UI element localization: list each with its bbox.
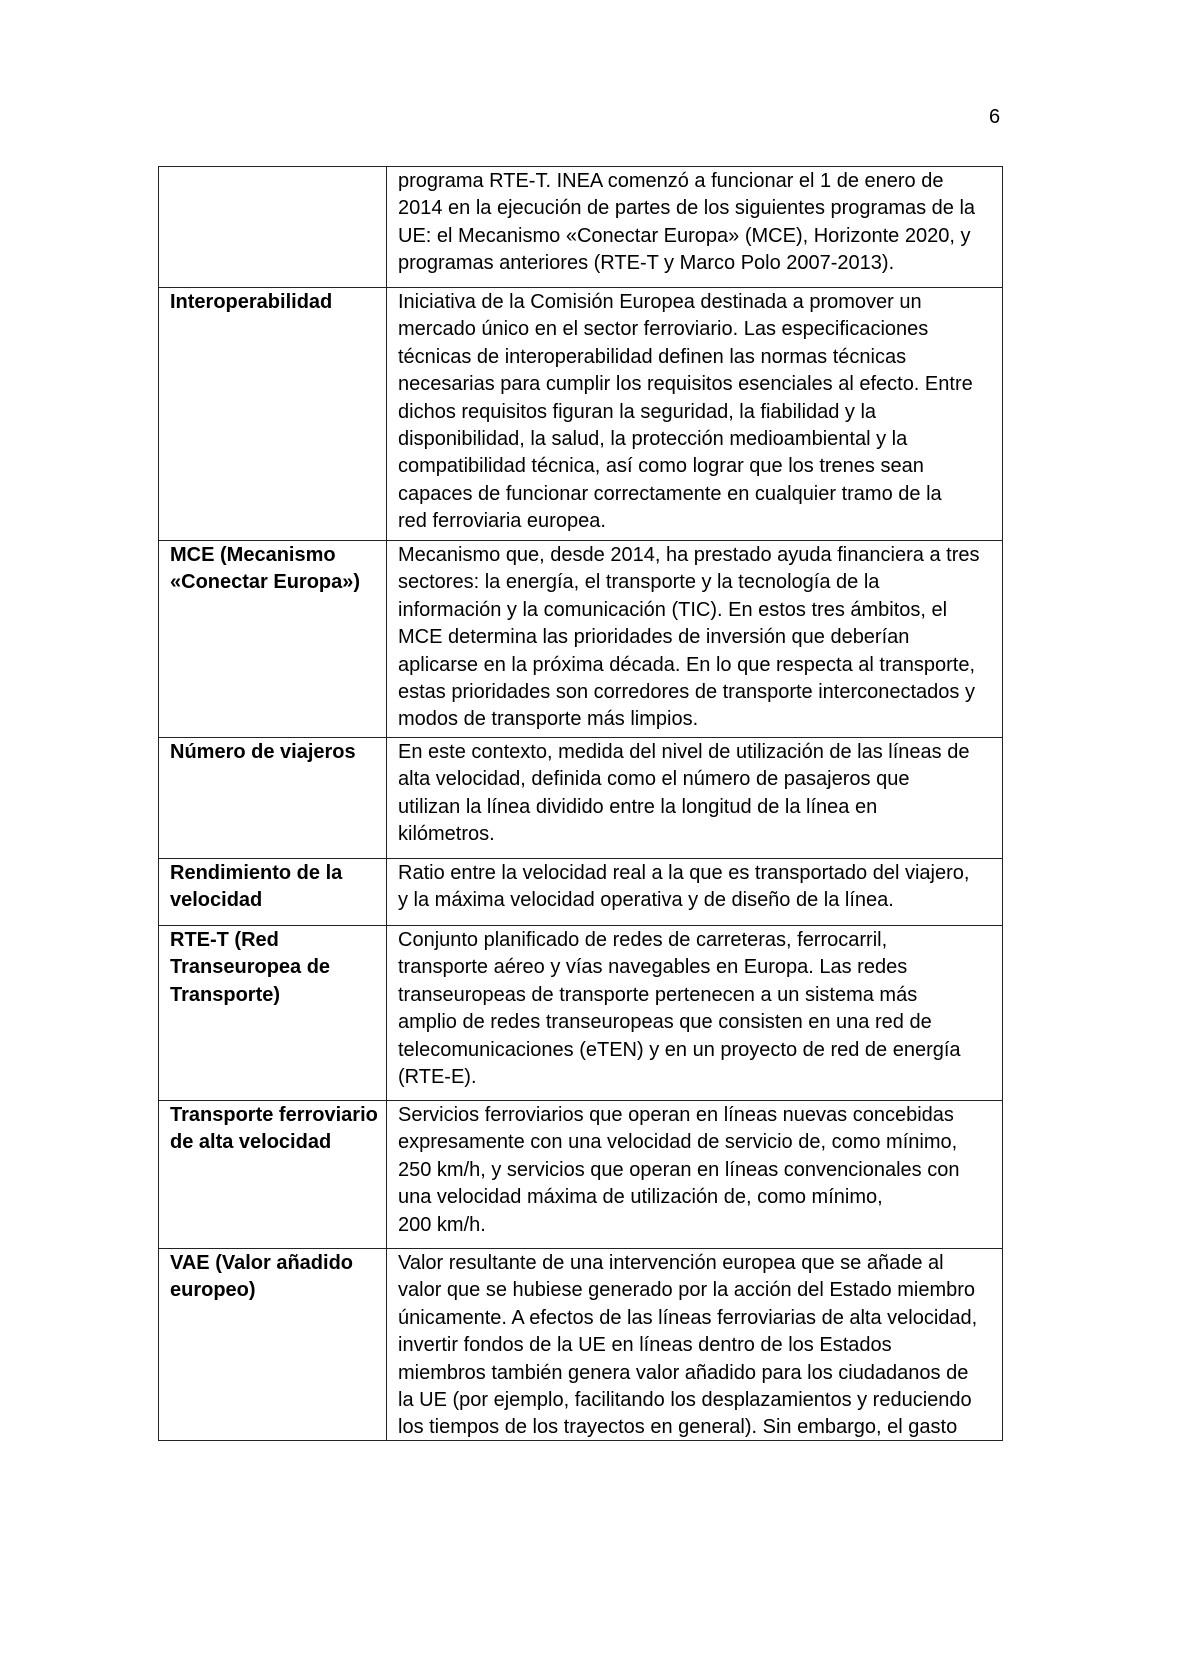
- definition-line: (RTE-E).: [398, 1066, 477, 1089]
- term-cell: [159, 738, 387, 858]
- glossary-row: [159, 1249, 1002, 1441]
- definition-line: y la máxima velocidad operativa y de diseño de la línea.: [398, 889, 894, 912]
- definition-line: mercado único en el sector ferroviario. Las especificaciones: [398, 318, 929, 341]
- term-line: Transporte): [170, 983, 281, 1006]
- definition-line: telecomunicaciones (eTEN) y en un proyecto de red de energía: [398, 1038, 961, 1061]
- glossary-row: [159, 926, 1002, 1101]
- definition-line: 2014 en la ejecución de partes de los siguientes programas de la: [398, 197, 976, 220]
- term-line: MCE (Mecanismo: [170, 544, 336, 566]
- term-cell: [159, 1101, 387, 1248]
- term-line: Transporte ferroviario: [170, 1104, 378, 1126]
- term-line: Transeuropea de: [170, 956, 331, 979]
- term-line: de alta velocidad: [170, 1131, 332, 1154]
- definition-line: UE: el Mecanismo «Conectar Europa» (MCE), Horizonte 2020, y: [398, 224, 971, 247]
- definition-line: Iniciativa de la Comisión Europea destinada a promover un: [398, 291, 922, 313]
- term-line: velocidad: [170, 889, 263, 912]
- definition-line: kilómetros.: [398, 823, 495, 846]
- glossary-row: [159, 859, 1002, 926]
- definition-line: compatibilidad técnica, así como lograr que los trenes sean: [398, 455, 924, 478]
- definition-cell: [387, 1249, 1002, 1440]
- glossary-row: [159, 541, 1002, 738]
- definition-line: necesarias para cumplir los requisitos esenciales al efecto. Entre: [398, 373, 973, 396]
- definition-line: programas anteriores (RTE-T y Marco Polo 2007-2013).: [398, 252, 895, 275]
- definition-line: programa RTE-T. INEA comenzó a funcionar el 1 de enero de: [398, 170, 944, 192]
- definition-cell: [387, 859, 1002, 925]
- definition-line: MCE determina las prioridades de inversión que deberían: [398, 626, 910, 649]
- definition-line: amplio de redes transeuropeas que consisten en una red de: [398, 1011, 932, 1034]
- term-line: Número de viajeros: [170, 741, 356, 763]
- definition-line: utilizan la línea dividido entre la longitud de la línea en: [398, 795, 878, 818]
- definition-line: Mecanismo que, desde 2014, ha prestado ayuda financiera a tres: [398, 544, 980, 566]
- glossary-row: [159, 288, 1002, 541]
- definition-cell: [387, 541, 1002, 737]
- term-cell: [159, 1249, 387, 1440]
- definition-line: técnicas de interoperabilidad definen las normas técnicas: [398, 345, 907, 368]
- definition-line: 200 km/h.: [398, 1213, 486, 1236]
- glossary-table: [158, 166, 1003, 1441]
- term-cell: [159, 288, 387, 540]
- definition-line: los tiempos de los trayectos en general). Sin embargo, el gasto: [398, 1416, 958, 1439]
- definition-line: Conjunto planificado de redes de carreteras, ferrocarril,: [398, 929, 888, 951]
- definition-line: Ratio entre la velocidad real a la que es transportado del viajero,: [398, 862, 970, 884]
- definition-line: sectores: la energía, el transporte y la tecnología de la: [398, 571, 880, 594]
- definition-line: capaces de funcionar correctamente en cualquier tramo de la: [398, 482, 942, 505]
- term-line: Rendimiento de la: [170, 862, 343, 884]
- glossary-row: [159, 738, 1002, 859]
- definition-line: 250 km/h, y servicios que operan en líneas convencionales con: [398, 1158, 960, 1181]
- term-line: RTE-T (Red: [170, 929, 279, 951]
- definition-cell: [387, 926, 1002, 1100]
- definition-line: invertir fondos de la UE en líneas dentro de los Estados: [398, 1334, 892, 1357]
- definition-cell: [387, 167, 1002, 287]
- definition-line: En este contexto, medida del nivel de utilización de las líneas de: [398, 741, 970, 763]
- term-cell: [159, 541, 387, 737]
- definition-cell: [387, 288, 1002, 540]
- definition-line: Valor resultante de una intervención europea que se añade al: [398, 1252, 944, 1274]
- term-line: europeo): [170, 1279, 256, 1302]
- term-cell: [159, 859, 387, 925]
- definition-line: alta velocidad, definida como el número de pasajeros que: [398, 768, 910, 791]
- definition-line: transeuropeas de transporte pertenecen a un sistema más: [398, 983, 918, 1006]
- definition-line: modos de transporte más limpios.: [398, 708, 699, 731]
- definition-line: estas prioridades son corredores de transporte interconectados y: [398, 681, 975, 704]
- page-number: 6: [989, 106, 1001, 128]
- glossary-row: [159, 167, 1002, 288]
- term-line: VAE (Valor añadido: [170, 1252, 353, 1274]
- definition-line: expresamente con una velocidad de servicio de, como mínimo,: [398, 1131, 958, 1154]
- term-cell: [159, 926, 387, 1100]
- definition-line: una velocidad máxima de utilización de, como mínimo,: [398, 1186, 883, 1209]
- definition-line: dichos requisitos figuran la seguridad, la fiabilidad y la: [398, 400, 877, 423]
- definition-cell: [387, 738, 1002, 858]
- definition-line: miembros también genera valor añadido para los ciudadanos de: [398, 1361, 969, 1384]
- glossary-row: [159, 1101, 1002, 1249]
- definition-line: valor que se hubiese generado por la acción del Estado miembro: [398, 1279, 976, 1302]
- definition-cell: [387, 1101, 1002, 1248]
- term-line: Interoperabilidad: [170, 291, 333, 313]
- definition-line: la UE (por ejemplo, facilitando los desplazamientos y reduciendo: [398, 1389, 972, 1412]
- definition-line: Servicios ferroviarios que operan en líneas nuevas concebidas: [398, 1104, 954, 1126]
- definition-line: disponibilidad, la salud, la protección medioambiental y la: [398, 428, 908, 451]
- term-cell: [159, 167, 387, 287]
- definition-line: únicamente. A efectos de las líneas ferroviarias de alta velocidad,: [398, 1306, 978, 1329]
- definition-line: red ferroviaria europea.: [398, 510, 606, 533]
- definition-line: información y la comunicación (TIC). En estos tres ámbitos, el: [398, 598, 948, 621]
- definition-line: transporte aéreo y vías navegables en Europa. Las redes: [398, 956, 908, 979]
- term-line: «Conectar Europa»): [170, 571, 361, 594]
- definition-line: aplicarse en la próxima década. En lo que respecta al transporte,: [398, 653, 976, 676]
